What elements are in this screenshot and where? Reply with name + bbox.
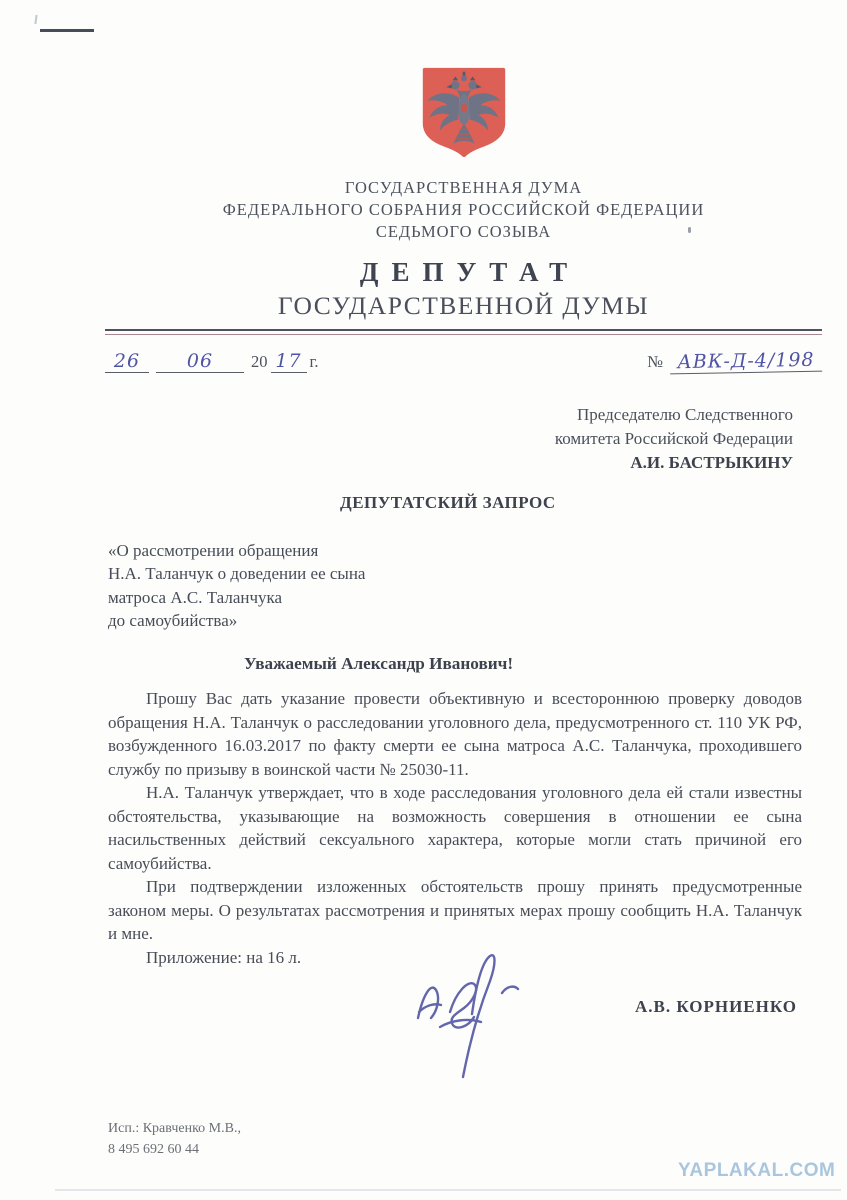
executor-block xyxy=(108,1118,241,1160)
org-line-1: ГОСУДАРСТВЕННАЯ ДУМА xyxy=(344,178,583,197)
scan-artifact-speck xyxy=(688,227,691,233)
addressee-line-2: комитета Российской Федерации xyxy=(554,429,793,448)
body-paragraph: Н.А. Таланчук утверждает, что в ходе расследования уголовного дела ей стали известны обстоятельства, указывающие на возможность совершения в отношении ее сына насильственных действий сексуального характера, которые могли стать причиной его самоубийства. xyxy=(108,783,802,873)
signer-name: А.В. КОРНИЕНКО xyxy=(634,997,797,1016)
scan-artifact-mark xyxy=(40,29,94,32)
handwritten-year: 17 xyxy=(275,350,302,372)
year-printed: 20 xyxy=(251,352,268,371)
subject-line: Н.А. Таланчук о доведении ее сына xyxy=(108,564,366,583)
watermark: YAPLAKAL.COM xyxy=(678,1160,836,1181)
executor-phone: 8 495 692 60 44 xyxy=(108,1142,199,1157)
subject-line: «О рассмотрении обращения xyxy=(108,540,319,560)
double-headed-eagle-icon xyxy=(415,66,513,158)
salutation: Уважаемый Александр Иванович! xyxy=(244,653,514,673)
number-group xyxy=(647,348,822,374)
date-group xyxy=(105,351,319,373)
role-subtitle: ГОСУДАРСТВЕННОЙ ДУМЫ xyxy=(277,291,650,320)
subject-line: матроса А.С. Таланчука xyxy=(108,587,283,607)
addressee-name: А.И. БАСТРЫКИНУ xyxy=(630,453,793,472)
executor-name: Исп.: Кравченко М.В., xyxy=(108,1121,241,1136)
number-label: № xyxy=(647,352,663,371)
subject-block xyxy=(108,539,802,633)
letter-body xyxy=(108,491,802,1019)
org-line-3: СЕДЬМОГО СОЗЫВА xyxy=(375,222,552,241)
letterhead-divider xyxy=(105,329,822,335)
document-type-heading: ДЕПУТАТСКИЙ ЗАПРОС xyxy=(340,493,556,512)
handwritten-month: 06 xyxy=(186,350,214,372)
addressee-block xyxy=(0,403,793,475)
date-number-row xyxy=(105,348,822,374)
scan-bottom-edge xyxy=(55,1189,841,1191)
year-suffix: г. xyxy=(309,352,319,371)
org-line-2: ФЕДЕРАЛЬНОГО СОБРАНИЯ РОССИЙСКОЙ ФЕДЕРАЦИИ xyxy=(222,200,705,219)
addressee-line-1: Председателю Следственного xyxy=(577,405,793,424)
body-paragraph: Прошу Вас дать указание провести объективную и всестороннюю проверку доводов обращения Н.А. Таланчук о расследовании уголовного дела, предусмотренного ст. 110 УК РФ, возбужденного 16.03.2017 по факту смерти ее сына матроса А.С. Таланчука, проходившего службу по призыву в воинской части № 25030-11. xyxy=(108,689,802,779)
subject-line: до самоубийства» xyxy=(108,611,238,630)
body-paragraph: При подтверждении изложенных обстоятельств прошу принять предусмотренные законом меры. О результатах рассмотрения и принятых мерах прошу сообщить Н.А. Таланчук и мне. xyxy=(108,877,802,943)
handwritten-number: АВК-Д-4/198 xyxy=(677,348,815,374)
handwritten-signature-icon xyxy=(410,950,528,1080)
role-title: ДЕПУТАТ xyxy=(359,257,581,287)
attachment-note: Приложение: на 16 л. xyxy=(146,947,302,967)
letterhead xyxy=(0,0,847,321)
handwritten-day: 26 xyxy=(113,350,141,372)
